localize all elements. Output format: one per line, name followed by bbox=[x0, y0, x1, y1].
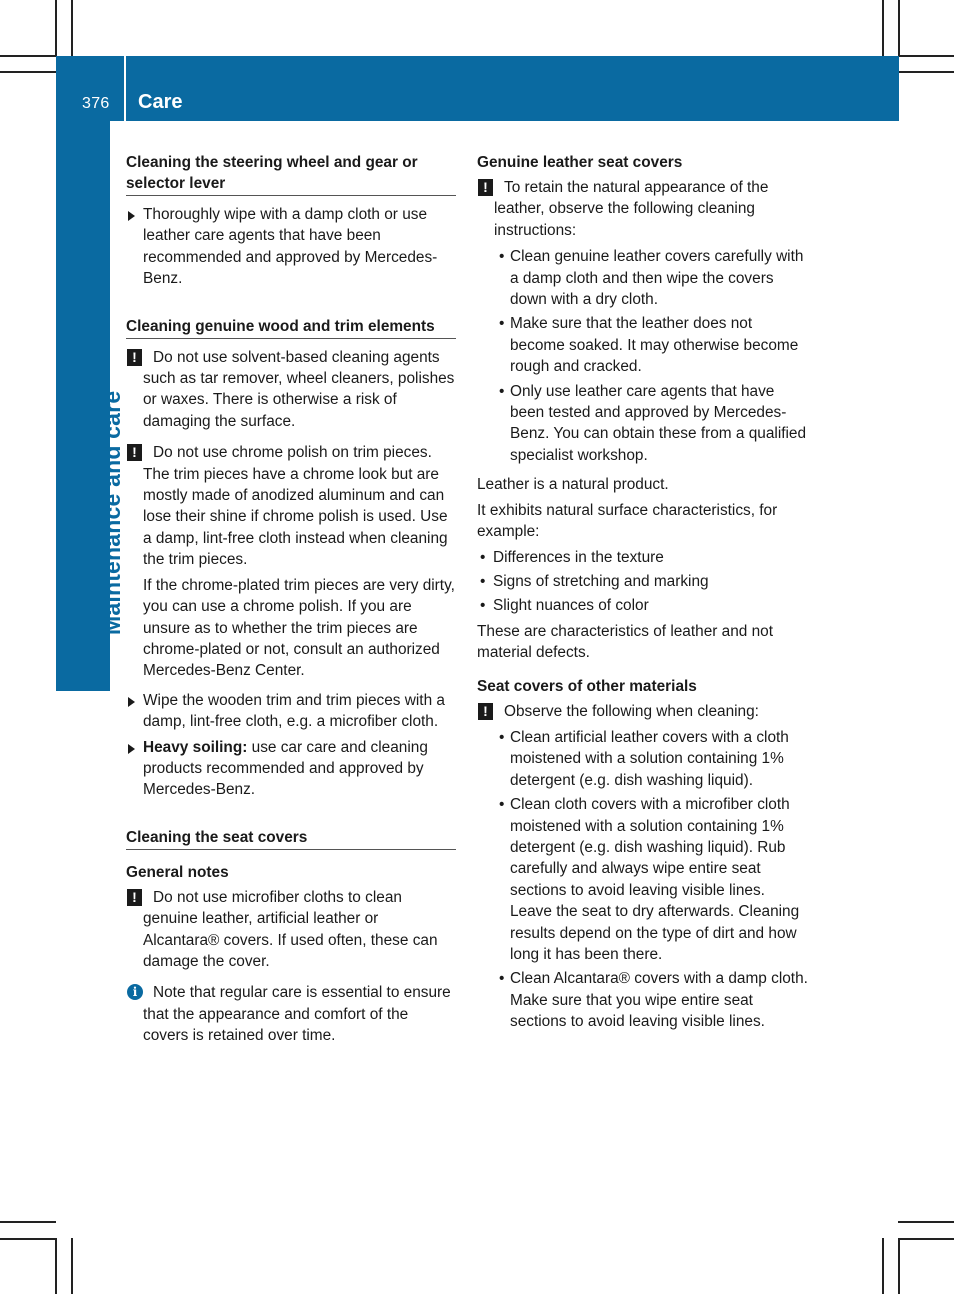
crop-mark bbox=[0, 1238, 56, 1240]
section-title-wood-trim: Cleaning genuine wood and trim elements bbox=[126, 316, 456, 339]
bullet-list bbox=[494, 727, 809, 1033]
bullet-list bbox=[494, 246, 809, 466]
step-arrow-icon bbox=[128, 744, 135, 754]
list-item-text: Clean Alcantara® covers with a damp cloth. Make sure that you wipe entire seat sections to avoid leaving visible lines. bbox=[510, 970, 808, 1031]
crop-mark bbox=[0, 55, 56, 57]
warning-text: Do not use chrome polish on trim pieces. The trim pieces have a chrome look but are mostly made of anodized aluminum and can lose their shine if chrome polish is used. Use a damp, lint-free cloth instead when cleaning the trim pieces. bbox=[143, 444, 448, 569]
paragraph: Leather is a natural product. bbox=[477, 476, 669, 494]
list-item: • Clean artificial leather covers with a cloth moistened with a solution containing 1% detergent (e.g. dish washing liquid). bbox=[494, 727, 809, 791]
list-item: • Only use leather care agents that have been tested and approved by Mercedes-Benz. You can obtain these from a qualified specialist workshop. bbox=[494, 381, 809, 467]
list-item-text: Only use leather care agents that have been tested and approved by Mercedes-Benz. You can obtain these from a qualified specialist workshop. bbox=[510, 382, 807, 464]
subsection-genuine-leather: Genuine leather seat covers bbox=[477, 154, 683, 171]
crop-mark bbox=[898, 55, 954, 57]
step-text: Wipe the wooden trim and trim pieces with a damp, lint-free cloth, e.g. a microfiber cloth. bbox=[143, 691, 445, 731]
crop-mark bbox=[882, 0, 884, 56]
info-text: Note that regular care is essential to ensure that the appearance and comfort of the covers is retained over time. bbox=[143, 984, 451, 1045]
list-item: • Signs of stretching and marking bbox=[477, 571, 809, 592]
crop-mark bbox=[898, 71, 954, 73]
info-icon: i bbox=[127, 984, 143, 1000]
header-title: Care bbox=[138, 91, 183, 113]
warning-icon: ! bbox=[127, 889, 142, 906]
crop-mark bbox=[898, 1238, 954, 1240]
info-note bbox=[126, 982, 456, 1046]
list-item-text: Make sure that the leather does not become soaked. It may otherwise become rough and cracked. bbox=[510, 315, 799, 376]
list-item: • Differences in the texture bbox=[477, 547, 809, 568]
warning-note bbox=[126, 887, 456, 973]
crop-mark bbox=[71, 1238, 73, 1294]
crop-mark bbox=[898, 1221, 954, 1223]
step-text: Thoroughly wipe with a damp cloth or use leather care agents that have been recommended and approved by Mercedes-Benz. bbox=[143, 206, 438, 288]
header-divider bbox=[124, 56, 126, 121]
list-item-text: Differences in the texture bbox=[493, 548, 664, 566]
warning-note bbox=[477, 177, 809, 466]
instruction-step bbox=[126, 204, 456, 290]
step-text bbox=[143, 737, 456, 801]
paragraph: It exhibits natural surface characteristics, for example: bbox=[477, 501, 778, 541]
step-bold-label: Heavy soiling: bbox=[143, 738, 248, 756]
warning-icon: ! bbox=[127, 349, 142, 366]
left-column bbox=[126, 152, 456, 1047]
warning-icon: ! bbox=[478, 703, 493, 720]
section-title-steering-wheel: Cleaning the steering wheel and gear or selector lever bbox=[126, 152, 456, 196]
warning-text: Do not use microfiber cloths to clean genuine leather, artificial leather or Alcantara® covers. If used often, these can damage the cover. bbox=[143, 888, 438, 970]
list-item: • Make sure that the leather does not become soaked. It may otherwise become rough and cracked. bbox=[494, 313, 809, 377]
warning-note bbox=[126, 442, 456, 681]
paragraph: These are characteristics of leather and not material defects. bbox=[477, 622, 773, 662]
section-title-seat-covers: Cleaning the seat covers bbox=[126, 827, 456, 850]
warning-icon: ! bbox=[478, 179, 493, 196]
crop-mark bbox=[882, 1238, 884, 1294]
crop-mark bbox=[0, 1221, 56, 1223]
warning-note bbox=[477, 701, 809, 1033]
warning-icon: ! bbox=[127, 444, 142, 461]
list-item-text: Slight nuances of color bbox=[493, 597, 649, 615]
step-text-rest: use car care and cleaning products recommended and approved by Mercedes-Benz. bbox=[143, 738, 428, 799]
list-item-text: Signs of stretching and marking bbox=[493, 572, 709, 590]
crop-mark bbox=[898, 0, 900, 56]
step-arrow-icon bbox=[128, 211, 135, 221]
list-item-text: Clean artificial leather covers with a cloth moistened with a solution containing 1% detergent (e.g. dish washing liquid). bbox=[510, 728, 789, 789]
warning-note bbox=[126, 347, 456, 433]
warning-text: To retain the natural appearance of the leather, observe the following cleaning instructions: bbox=[494, 179, 769, 239]
subsection-general-notes: General notes bbox=[126, 863, 229, 881]
right-column bbox=[477, 152, 809, 1033]
subsection-other-materials: Seat covers of other materials bbox=[477, 677, 697, 695]
bullet-list bbox=[477, 547, 809, 617]
crop-mark bbox=[71, 0, 73, 56]
page-number: 376 bbox=[82, 95, 110, 112]
crop-mark bbox=[55, 0, 57, 56]
instruction-step bbox=[126, 737, 456, 801]
list-item-text: Clean genuine leather covers carefully with a damp cloth and then wipe the covers down with a dry cloth. bbox=[510, 248, 804, 309]
chapter-side-label: Maintenance and care bbox=[99, 390, 125, 635]
list-item: • Clean genuine leather covers carefully with a damp cloth and then wipe the covers down with a dry cloth. bbox=[494, 246, 809, 310]
warning-text: Observe the following when cleaning: bbox=[504, 702, 759, 720]
crop-mark bbox=[55, 1238, 57, 1294]
list-item: • Slight nuances of color bbox=[477, 595, 809, 616]
list-item-text: Clean cloth covers with a microfiber cloth moistened with a solution containing 1% detergent (e.g. dish washing liquid). Rub carefully and always wipe entire seat sections to avoid leaving visible lines. Leave the seat to dry afterwards. Cleaning results depend on the type of dirt and how long it has been there. bbox=[510, 796, 800, 963]
warning-text: Do not use solvent-based cleaning agents such as tar remover, wheel cleaners, polishes or waxes. There is otherwise a risk of damaging the surface. bbox=[143, 348, 455, 430]
instruction-step bbox=[126, 690, 456, 733]
step-arrow-icon bbox=[128, 697, 135, 707]
warning-text-extra: If the chrome-plated trim pieces are very dirty, you can use a chrome polish. If you are unsure as to whether the trim pieces are chrome-plated or not, consult an authorized Mercedes-Benz Center. bbox=[143, 576, 455, 680]
list-item: • Clean cloth covers with a microfiber cloth moistened with a solution containing 1% detergent (e.g. dish washing liquid). Rub carefully and always wipe entire seat sections to avoid leaving visible lines. Leave the seat to dry afterwards. Cleaning results depend on the type of dirt and how long it has been there. bbox=[494, 794, 809, 965]
list-item: • Clean Alcantara® covers with a damp cloth. Make sure that you wipe entire seat sections to avoid leaving visible lines. bbox=[494, 968, 809, 1032]
crop-mark bbox=[898, 1238, 900, 1294]
crop-mark bbox=[0, 71, 56, 73]
